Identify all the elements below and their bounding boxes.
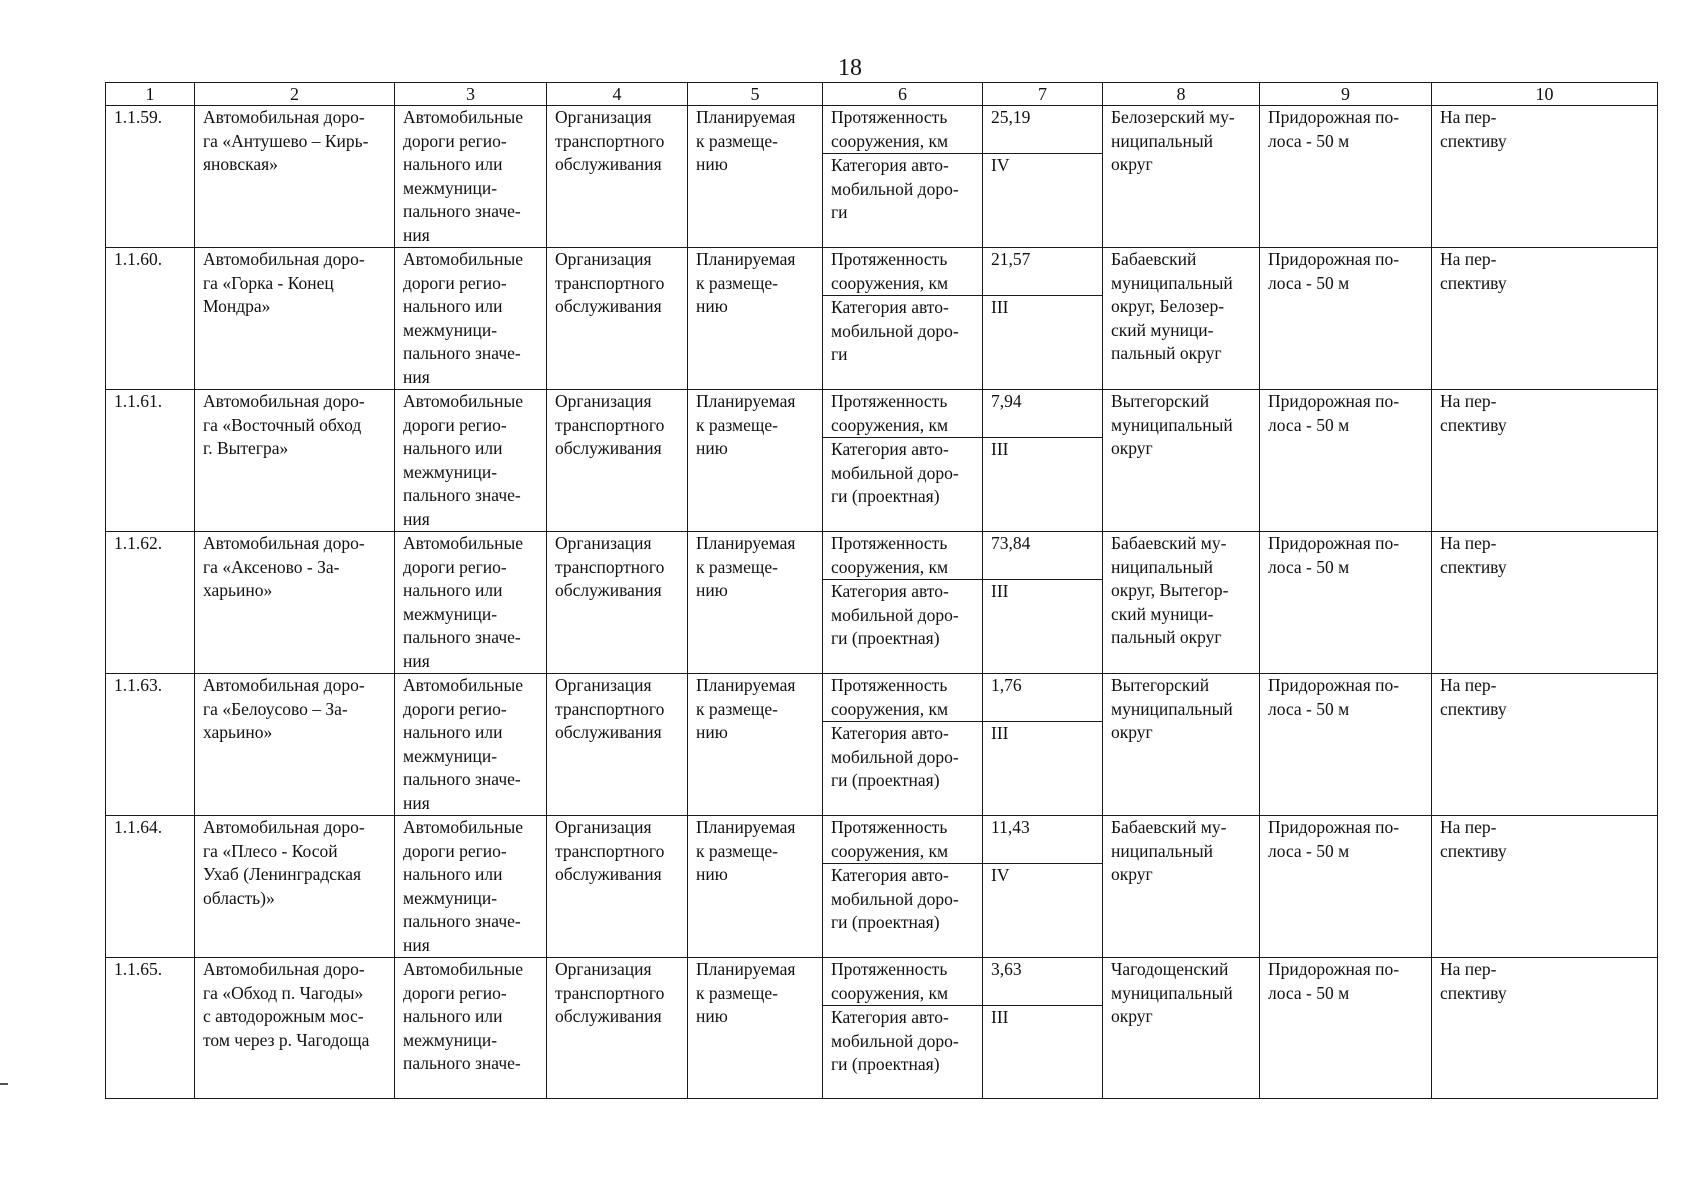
- object-type-cell: Автомобильные дороги регио- нального или межмуници- пального значе-: [395, 958, 547, 1099]
- object-name-cell: Автомобильная доро- га «Антушево – Кирь- яновская»: [195, 106, 395, 248]
- param-label-cell: Протяженность сооружения, км: [823, 674, 983, 722]
- purpose-cell: Организация транспортного обслуживания: [547, 248, 688, 390]
- object-name-cell: Автомобильная доро- га «Горка - Конец Мондра»: [195, 248, 395, 390]
- term-cell: На пер- спективу: [1432, 532, 1658, 674]
- purpose-cell: Организация транспортного обслуживания: [547, 816, 688, 958]
- object-type-cell: Автомобильные дороги регио- нального или межмуници- пального значе- ния: [395, 816, 547, 958]
- location-cell: Чагодощенский муниципальный округ: [1103, 958, 1260, 1099]
- param-value-cell: IV: [983, 864, 1103, 958]
- column-header: 3: [395, 83, 547, 106]
- object-name-cell: Автомобильная доро- га «Аксеново - За- харьино»: [195, 532, 395, 674]
- param-value-cell: III: [983, 1006, 1103, 1099]
- record-number-cell: 1.1.63.: [106, 674, 195, 816]
- param-value-cell: 11,43: [983, 816, 1103, 864]
- param-label-cell: Протяженность сооружения, км: [823, 532, 983, 580]
- column-header: 7: [983, 83, 1103, 106]
- column-header: 9: [1260, 83, 1432, 106]
- column-header: 6: [823, 83, 983, 106]
- param-label-cell: Протяженность сооружения, км: [823, 248, 983, 296]
- object-name-cell: Автомобильная доро- га «Плесо - Косой Ухаб (Ленинградская область)»: [195, 816, 395, 958]
- status-cell: Планируемая к размеще- нию: [688, 674, 823, 816]
- location-cell: Белозерский му- ниципальный округ: [1103, 106, 1260, 248]
- table-row: [106, 816, 1658, 864]
- status-cell: Планируемая к размеще- нию: [688, 106, 823, 248]
- term-cell: На пер- спективу: [1432, 958, 1658, 1099]
- column-header: 10: [1432, 83, 1658, 106]
- param-value-cell: 73,84: [983, 532, 1103, 580]
- param-label-cell: Категория авто- мобильной доро- ги: [823, 296, 983, 390]
- record-number-cell: 1.1.62.: [106, 532, 195, 674]
- page-number: 18: [838, 55, 862, 81]
- margin-mark: [0, 1083, 8, 1085]
- column-header: 4: [547, 83, 688, 106]
- purpose-cell: Организация транспортного обслуживания: [547, 532, 688, 674]
- record-number-cell: 1.1.59.: [106, 106, 195, 248]
- status-cell: Планируемая к размеще- нию: [688, 958, 823, 1099]
- param-label-cell: Протяженность сооружения, км: [823, 390, 983, 438]
- param-value-cell: 21,57: [983, 248, 1103, 296]
- object-type-cell: Автомобильные дороги регио- нального или межмуници- пального значе- ния: [395, 248, 547, 390]
- zone-cell: Придорожная по- лоса - 50 м: [1260, 674, 1432, 816]
- term-cell: На пер- спективу: [1432, 674, 1658, 816]
- zone-cell: Придорожная по- лоса - 50 м: [1260, 958, 1432, 1099]
- status-cell: Планируемая к размеще- нию: [688, 390, 823, 532]
- status-cell: Планируемая к размеще- нию: [688, 248, 823, 390]
- param-value-cell: 3,63: [983, 958, 1103, 1006]
- column-header: 8: [1103, 83, 1260, 106]
- location-cell: Вытегорский муниципальный округ: [1103, 390, 1260, 532]
- term-cell: На пер- спективу: [1432, 248, 1658, 390]
- object-type-cell: Автомобильные дороги регио- нального или межмуници- пального значе- ния: [395, 674, 547, 816]
- column-header: 2: [195, 83, 395, 106]
- purpose-cell: Организация транспортного обслуживания: [547, 958, 688, 1099]
- table-row: [106, 532, 1658, 580]
- param-label-cell: Категория авто- мобильной доро- ги: [823, 154, 983, 248]
- table-row: [106, 106, 1658, 154]
- param-value-cell: III: [983, 438, 1103, 532]
- object-type-cell: Автомобильные дороги регио- нального или межмуници- пального значе- ния: [395, 532, 547, 674]
- record-number-cell: 1.1.65.: [106, 958, 195, 1099]
- zone-cell: Придорожная по- лоса - 50 м: [1260, 816, 1432, 958]
- param-label-cell: Категория авто- мобильной доро- ги (проектная): [823, 438, 983, 532]
- purpose-cell: Организация транспортного обслуживания: [547, 106, 688, 248]
- param-label-cell: Протяженность сооружения, км: [823, 106, 983, 154]
- record-number-cell: 1.1.60.: [106, 248, 195, 390]
- table-row: [106, 390, 1658, 438]
- param-value-cell: III: [983, 296, 1103, 390]
- location-cell: Бабаевский му- ниципальный округ: [1103, 816, 1260, 958]
- column-header: 1: [106, 83, 195, 106]
- column-header: 5: [688, 83, 823, 106]
- term-cell: На пер- спективу: [1432, 106, 1658, 248]
- param-label-cell: Категория авто- мобильной доро- ги (проектная): [823, 864, 983, 958]
- location-cell: Бабаевский муниципальный округ, Белозер- ский муници- пальный округ: [1103, 248, 1260, 390]
- object-name-cell: Автомобильная доро- га «Белоусово – За- харьино»: [195, 674, 395, 816]
- purpose-cell: Организация транспортного обслуживания: [547, 390, 688, 532]
- param-label-cell: Протяженность сооружения, км: [823, 958, 983, 1006]
- record-number-cell: 1.1.61.: [106, 390, 195, 532]
- zone-cell: Придорожная по- лоса - 50 м: [1260, 532, 1432, 674]
- object-name-cell: Автомобильная доро- га «Восточный обход г. Вытегра»: [195, 390, 395, 532]
- table-row: [106, 248, 1658, 296]
- param-label-cell: Категория авто- мобильной доро- ги (проектная): [823, 1006, 983, 1099]
- status-cell: Планируемая к размеще- нию: [688, 532, 823, 674]
- location-cell: Бабаевский му- ниципальный округ, Вытегор- ский муници- пальный округ: [1103, 532, 1260, 674]
- table-body: [106, 106, 1658, 1099]
- column-number-row: [106, 83, 1658, 106]
- param-value-cell: 25,19: [983, 106, 1103, 154]
- zone-cell: Придорожная по- лоса - 50 м: [1260, 248, 1432, 390]
- param-label-cell: Категория авто- мобильной доро- ги (проектная): [823, 580, 983, 674]
- table-row: [106, 958, 1658, 1006]
- param-value-cell: IV: [983, 154, 1103, 248]
- param-label-cell: Протяженность сооружения, км: [823, 816, 983, 864]
- planned-roads-table: [105, 82, 1658, 1099]
- term-cell: На пер- спективу: [1432, 390, 1658, 532]
- zone-cell: Придорожная по- лоса - 50 м: [1260, 106, 1432, 248]
- object-name-cell: Автомобильная доро- га «Обход п. Чагоды» с автодорожным мос- том через р. Чагодоща: [195, 958, 395, 1099]
- param-value-cell: III: [983, 580, 1103, 674]
- status-cell: Планируемая к размеще- нию: [688, 816, 823, 958]
- record-number-cell: 1.1.64.: [106, 816, 195, 958]
- zone-cell: Придорожная по- лоса - 50 м: [1260, 390, 1432, 532]
- object-type-cell: Автомобильные дороги регио- нального или межмуници- пального значе- ния: [395, 106, 547, 248]
- object-type-cell: Автомобильные дороги регио- нального или межмуници- пального значе- ния: [395, 390, 547, 532]
- param-label-cell: Категория авто- мобильной доро- ги (проектная): [823, 722, 983, 816]
- term-cell: На пер- спективу: [1432, 816, 1658, 958]
- param-value-cell: 1,76: [983, 674, 1103, 722]
- location-cell: Вытегорский муниципальный округ: [1103, 674, 1260, 816]
- param-value-cell: III: [983, 722, 1103, 816]
- table-row: [106, 674, 1658, 722]
- purpose-cell: Организация транспортного обслуживания: [547, 674, 688, 816]
- param-value-cell: 7,94: [983, 390, 1103, 438]
